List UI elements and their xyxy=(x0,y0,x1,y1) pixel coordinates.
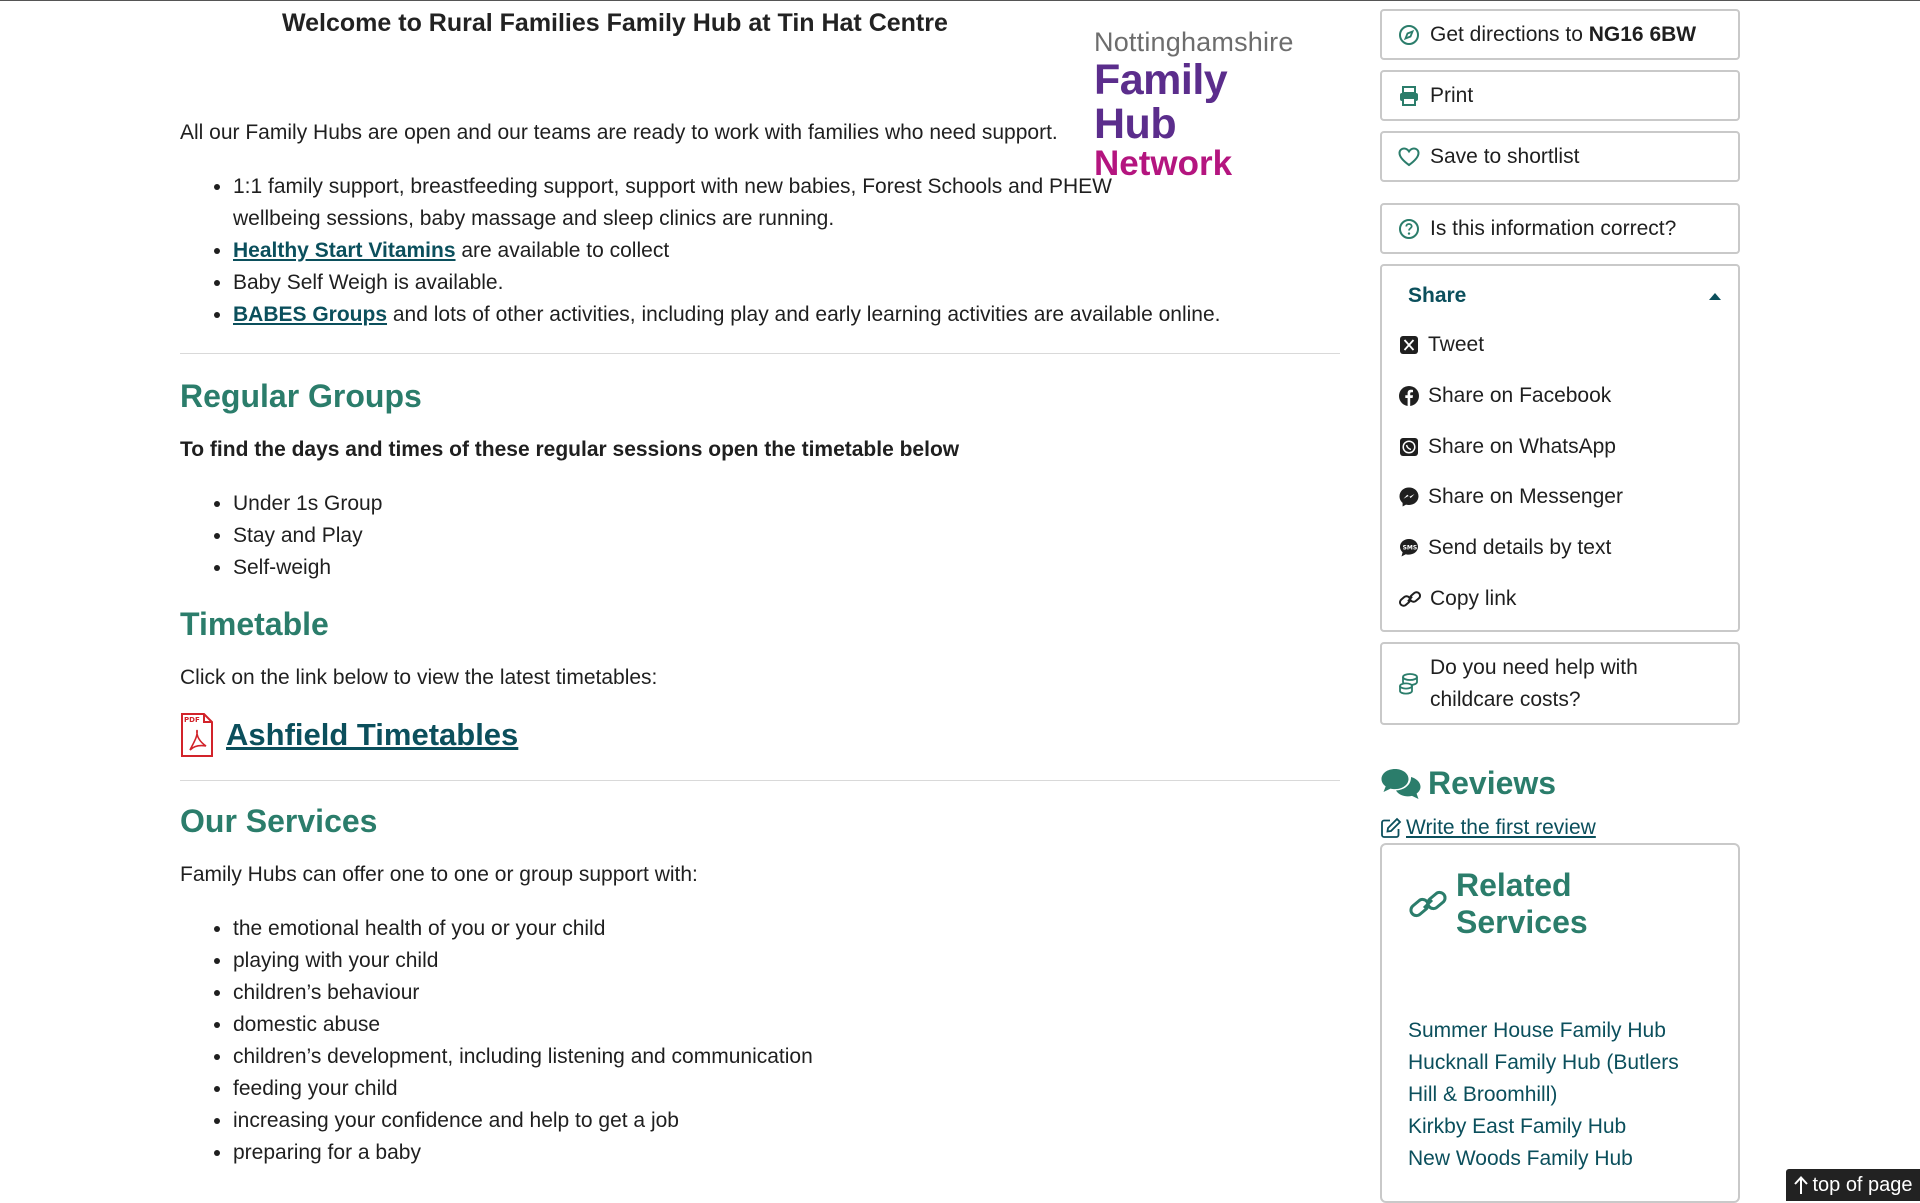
logo-line-2: Family Hub xyxy=(1094,56,1228,148)
send-details-by-text-link[interactable] xyxy=(1398,523,1722,574)
regular-groups-lead: To find the days and times of these regular sessions open the timetable below xyxy=(180,438,960,461)
whatsapp-icon xyxy=(1398,436,1420,458)
list-item xyxy=(233,235,1113,267)
tweet-label: Tweet xyxy=(1428,333,1485,357)
edit-icon xyxy=(1380,817,1402,839)
services-text: Family Hubs can offer one to one or group support with: xyxy=(180,863,698,886)
healthy-start-vitamins-link[interactable]: Healthy Start Vitamins xyxy=(233,239,456,262)
childcare-line-1: Do you need help with xyxy=(1430,655,1638,679)
copy-link-label: Copy link xyxy=(1430,586,1517,610)
sms-badge-text: SMS xyxy=(1402,544,1418,552)
facebook-label: Share on Facebook xyxy=(1428,384,1612,408)
printer-icon xyxy=(1398,85,1420,107)
coins-icon xyxy=(1398,672,1420,696)
related-services-list xyxy=(1408,1015,1712,1175)
correct-label: Is this information correct? xyxy=(1430,216,1677,240)
open-text: All our Family Hubs are open and our teams are ready to work with families who need support. xyxy=(180,121,1058,144)
messenger-icon xyxy=(1398,486,1420,508)
related-service-link[interactable]: Hucknall Family Hub (Butlers Hill & Broomhill) xyxy=(1408,1051,1679,1107)
main-content xyxy=(180,1,1340,1169)
list-item: • children’s development, including listening and communication xyxy=(233,1041,1340,1073)
share-messenger-link[interactable] xyxy=(1398,472,1722,523)
regular-groups-list xyxy=(180,488,1340,584)
share-title: Share xyxy=(1408,284,1467,307)
childcare-label xyxy=(1430,652,1638,716)
related-services-panel xyxy=(1380,843,1740,1203)
reviews-heading xyxy=(1380,765,1740,802)
print-button[interactable] xyxy=(1380,70,1740,121)
regular-groups-heading: Regular Groups xyxy=(180,378,422,414)
list-item-text: are available to collect xyxy=(455,239,670,262)
related-service-link[interactable]: New Woods Family Hub xyxy=(1408,1147,1633,1171)
whatsapp-label: Share on WhatsApp xyxy=(1428,434,1616,458)
list-item: • Self-weigh xyxy=(233,552,1340,584)
list-item xyxy=(233,171,1113,235)
list-item: • increasing your confidence and help to get a job xyxy=(233,1105,1340,1137)
childcare-costs-button[interactable] xyxy=(1380,642,1740,725)
share-facebook-link[interactable] xyxy=(1398,371,1722,422)
print-label: Print xyxy=(1430,83,1474,107)
logo-line-1: Nottinghamshire xyxy=(1094,27,1294,57)
tweet-link[interactable] xyxy=(1398,320,1722,371)
list-item-text: 1:1 family support, breastfeeding support, support with new babies, Forest Schools and PHEW wellbeing sessions, baby massage and sleep clinics are running. xyxy=(233,175,1112,230)
list-item: • Under 1s Group xyxy=(233,488,1340,520)
intro-list xyxy=(180,171,1221,331)
top-of-page-label: top of page xyxy=(1812,1173,1913,1196)
list-item: • playing with your child xyxy=(233,945,1340,977)
related-services-heading xyxy=(1408,867,1712,941)
share-whatsapp-link[interactable] xyxy=(1398,421,1722,472)
share-toggle[interactable] xyxy=(1398,272,1722,320)
messenger-label: Share on Messenger xyxy=(1428,485,1623,509)
logo-line-3: Network xyxy=(1094,144,1233,183)
list-item xyxy=(233,299,1333,331)
list-item: • preparing for a baby xyxy=(233,1137,1340,1169)
list-item: • Stay and Play xyxy=(233,520,1340,552)
link-icon xyxy=(1408,888,1448,920)
get-directions-button[interactable] xyxy=(1380,9,1740,60)
comments-icon xyxy=(1380,767,1422,801)
is-information-correct-button[interactable] xyxy=(1380,203,1740,254)
pdf-badge-text: PDF xyxy=(184,716,200,724)
family-hub-logo xyxy=(1094,26,1294,183)
copy-link-button[interactable] xyxy=(1398,573,1722,624)
services-list xyxy=(180,913,1340,1169)
directions-label: Get directions to xyxy=(1430,22,1583,46)
related-service-link[interactable]: Kirkby East Family Hub xyxy=(1408,1115,1627,1139)
shortlist-label: Save to shortlist xyxy=(1430,144,1580,168)
list-item: • domestic abuse xyxy=(233,1009,1340,1041)
write-review-row xyxy=(1380,816,1740,840)
pdf-file-icon xyxy=(180,712,214,758)
write-first-review-link[interactable]: Write the first review xyxy=(1406,816,1596,840)
list-item-text: and lots of other activities, including play and early learning activities are available online. xyxy=(387,303,1221,326)
list-item: • children’s behaviour xyxy=(233,977,1340,1009)
send-text-label: Send details by text xyxy=(1428,536,1612,560)
timetable-pdf-row xyxy=(180,712,1340,758)
link-icon xyxy=(1398,588,1422,610)
related-services-title: Related Services xyxy=(1455,867,1588,941)
postcode: NG16 6BW xyxy=(1588,22,1697,46)
x-twitter-icon xyxy=(1398,334,1420,356)
share-panel xyxy=(1380,264,1740,632)
sms-icon xyxy=(1398,537,1420,559)
top-of-page-button[interactable] xyxy=(1786,1169,1920,1201)
childcare-line-2: childcare costs? xyxy=(1430,687,1581,711)
question-circle-icon xyxy=(1398,218,1420,240)
caret-up-icon xyxy=(1708,291,1722,301)
facebook-icon xyxy=(1398,385,1420,407)
timetable-heading: Timetable xyxy=(180,606,329,642)
our-services-heading: Our Services xyxy=(180,803,378,839)
list-item: • feeding your child xyxy=(233,1073,1340,1105)
page-title: Welcome to Rural Families Family Hub at Tin Hat Centre xyxy=(282,9,948,37)
sidebar xyxy=(1380,9,1740,1203)
divider xyxy=(180,780,1340,781)
save-to-shortlist-button[interactable] xyxy=(1380,131,1740,182)
ashfield-timetables-link[interactable]: Ashfield Timetables xyxy=(226,717,519,752)
heart-icon xyxy=(1398,146,1420,168)
reviews-title: Reviews xyxy=(1428,765,1557,802)
list-item-text: Baby Self Weigh is available. xyxy=(233,271,504,294)
related-service-link[interactable]: Summer House Family Hub xyxy=(1408,1019,1666,1043)
arrow-up-icon xyxy=(1793,1175,1809,1195)
list-item xyxy=(233,267,1113,299)
compass-icon xyxy=(1398,24,1420,46)
divider xyxy=(180,353,1340,354)
timetable-text: Click on the link below to view the latest timetables: xyxy=(180,666,658,689)
babes-groups-link[interactable]: BABES Groups xyxy=(233,303,388,326)
list-item: • the emotional health of you or your child xyxy=(233,913,1340,945)
